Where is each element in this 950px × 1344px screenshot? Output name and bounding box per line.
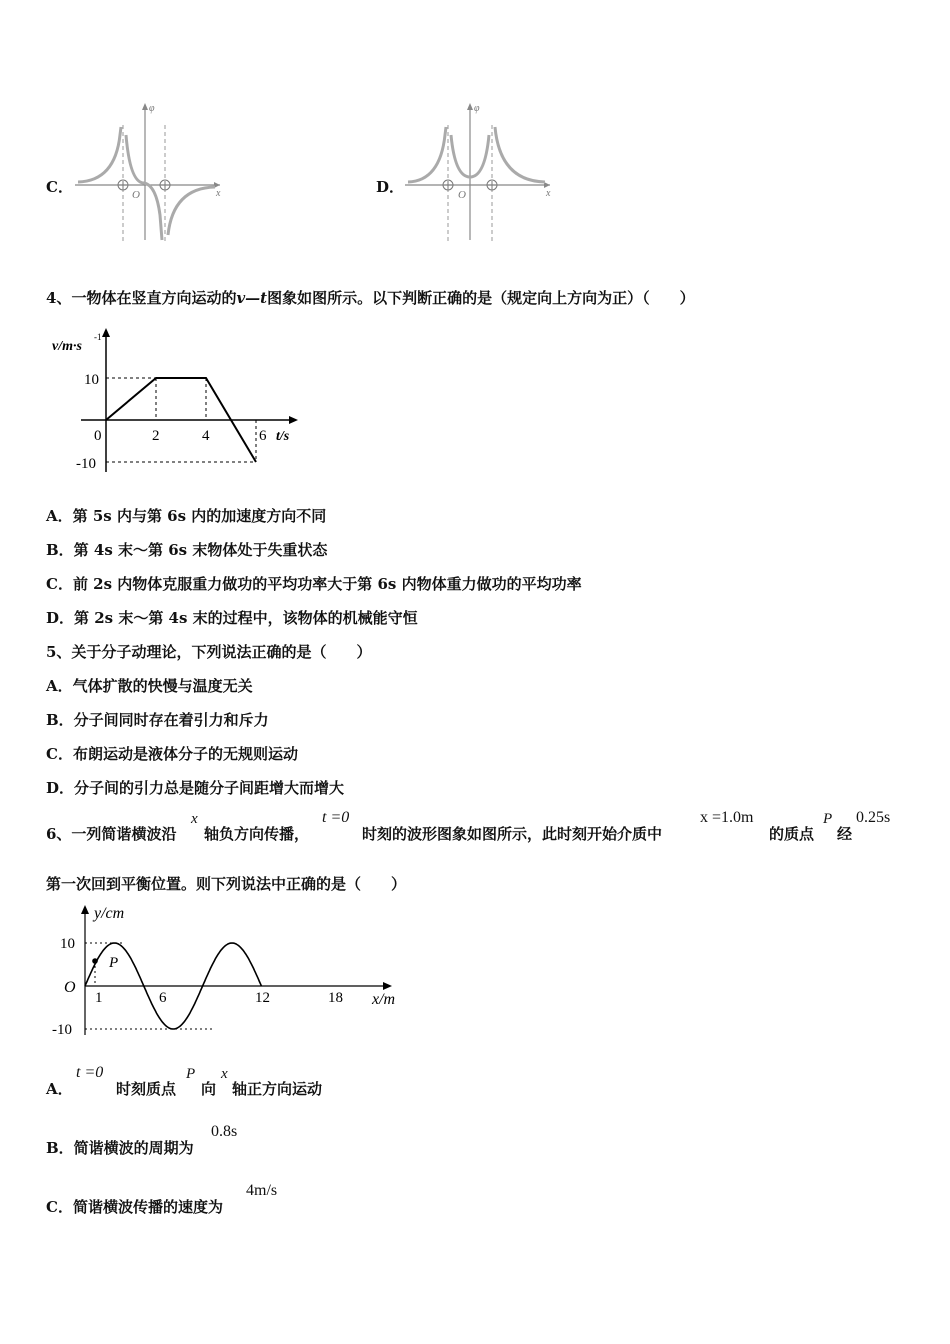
q6-option-a-x: x [221, 1066, 228, 1082]
question-6-line-2: 第一次回到平衡位置。则下列说法中正确的是（ ） [46, 875, 407, 893]
q6-time: 0.25s [856, 809, 891, 826]
wave-origin: O [64, 979, 76, 996]
origin-label: O [458, 189, 466, 201]
question-6-text-3: 时刻的波形图象如图所示，此时刻开始介质中 [362, 825, 663, 843]
question-6-text-5: 经 [837, 825, 853, 843]
q5-option-d: D．分子间的引力总是随分子间距增大而增大 [46, 779, 345, 797]
q6-option-a-text-2: 向 [201, 1080, 217, 1098]
wave-yneg10: -10 [52, 1022, 72, 1038]
q5-option-a: A．气体扩散的快慢与温度无关 [46, 677, 253, 695]
question-6-text-1: 6、一列简谐横波沿 [46, 825, 177, 843]
vt-graph [46, 322, 306, 482]
question-5-stem: 5、关于分子动理论，下列说法正确的是（ ） [46, 643, 372, 661]
origin-label: O [132, 189, 140, 201]
vt-xlabel: t/s [276, 429, 290, 444]
q6-option-a-text-3: 轴正方向运动 [232, 1080, 323, 1098]
wave-xlabel: x/m [372, 991, 396, 1008]
option-c-label: C． [46, 178, 73, 196]
question-6-text-2: 轴负方向传播， [204, 825, 310, 843]
wave-ylabel: y/cm [94, 905, 125, 922]
vt-ylabel-exp: -1 [94, 332, 102, 342]
question-4-stem: 4、一物体在竖直方向运动的v—t图象如图所示。以下判断正确的是（规定向上方向为正）（ ） [46, 289, 695, 307]
wave-y10: 10 [60, 936, 75, 952]
q6-option-a-label: A． [46, 1080, 73, 1098]
option-d-label: D． [376, 178, 405, 196]
wave-tick-18: 18 [328, 990, 343, 1006]
wave-tick-12: 12 [255, 990, 270, 1006]
q4-option-a: A．第 5s 内与第 6s 内的加速度方向不同 [46, 507, 327, 525]
q4-option-c: C．前 2s 内物体克服重力做功的平均功率大于第 6s 内物体重力做功的平均功率 [46, 575, 582, 593]
vt-y10: 10 [84, 372, 99, 388]
vt-tick-2: 2 [152, 428, 160, 444]
q6-option-c-value: 4m/s [246, 1182, 278, 1199]
wave-p-label: P [109, 955, 119, 971]
q4-option-d: D．第 2s 末～第 4s 末的过程中，该物体的机械能守恒 [46, 609, 418, 627]
question-6-text-4: 的质点 [769, 825, 815, 843]
q6-option-b-value: 0.8s [211, 1123, 238, 1140]
phi-label: φ [149, 103, 155, 114]
wave-graph [46, 900, 406, 1045]
vt-tick-4: 4 [202, 428, 210, 444]
point-p-marker [92, 958, 98, 964]
q6-var-p: P [823, 811, 833, 827]
x-label: x [546, 188, 551, 199]
wave-tick-1: 1 [95, 990, 103, 1006]
q6-option-b-text: B．简谐横波的周期为 [46, 1139, 194, 1157]
q6-option-a-t0: t =0 [76, 1064, 104, 1081]
q4-option-b: B．第 4s 末～第 6s 末物体处于失重状态 [46, 541, 328, 559]
vt-ylabel: v/m·s [52, 339, 82, 354]
vt-tick-0: 0 [94, 428, 102, 444]
q6-x1: x =1.0m [700, 809, 754, 826]
q5-option-b: B．分子间同时存在着引力和斥力 [46, 711, 269, 729]
q6-var-x: x [191, 811, 198, 827]
wave-tick-6: 6 [159, 990, 167, 1006]
q6-option-a-p: P [186, 1066, 196, 1082]
q6-option-c-text: C．简谐横波传播的速度为 [46, 1198, 223, 1216]
q5-option-c: C．布朗运动是液体分子的无规则运动 [46, 745, 298, 763]
phi-label: φ [474, 103, 480, 114]
q6-option-a-text-1: 时刻质点 [116, 1080, 177, 1098]
x-label: x [216, 188, 221, 199]
potential-graph-c [70, 95, 230, 245]
potential-graph-d [400, 95, 560, 245]
q6-t0: t =0 [322, 809, 350, 826]
vt-tick-6: 6 [259, 428, 267, 444]
vt-yneg10: -10 [76, 456, 96, 472]
